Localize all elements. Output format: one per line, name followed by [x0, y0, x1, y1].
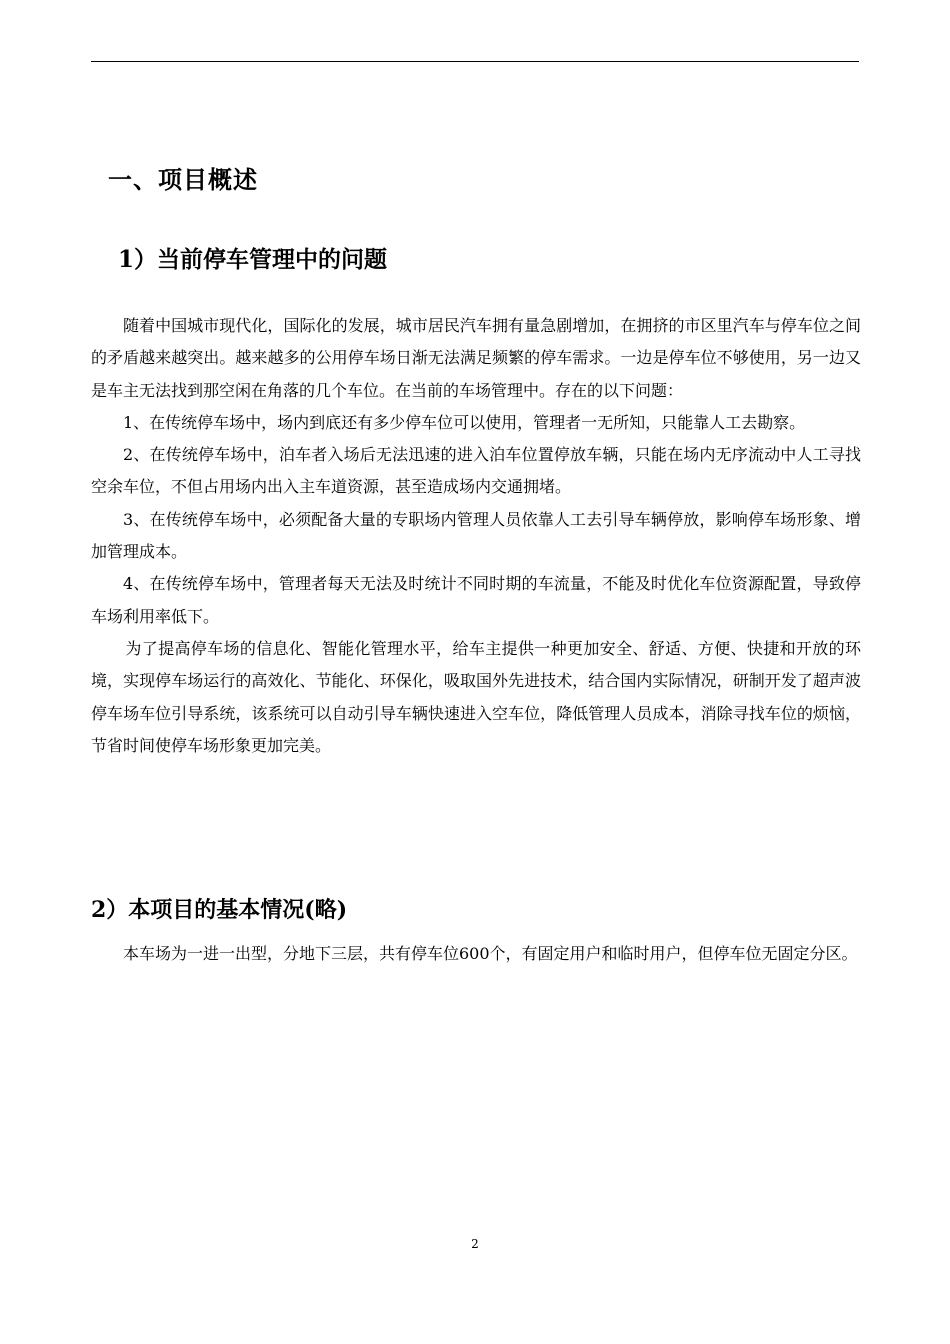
header-rule: [91, 61, 859, 62]
basic-info-body: [91, 942, 861, 966]
problem-item-2: 2、在传统停车场中，泊车者入场后无法迅速的进入泊车位置停放车辆，只能在场内无序流动中人工寻找空余车位，不但占用场内出入主车道资源，甚至造成场内交通拥堵。: [91, 445, 861, 497]
problems-body: [91, 310, 861, 762]
problem-item-3: 3、在传统停车场中，必须配备大量的专职场内管理人员依靠人工去引导车辆停放，影响停车场形象、增加管理成本。: [91, 509, 861, 562]
subsection-heading-problems: 1）当前停车管理中的问题: [118, 246, 388, 273]
problem-item-1: 1、在传统停车场中，场内到底还有多少停车位可以使用，管理者一无所知，只能靠人工去勘察。: [123, 412, 806, 432]
subsection-heading-basic-info: 2）本项目的基本情况(略): [91, 897, 348, 923]
page-number: 2: [471, 1237, 479, 1251]
solution-paragraph: 为了提高停车场的信息化、智能化管理水平，给车主提供一种更加安全、舒适、方便、快捷和开放的环境，实现停车场运行的高效化、节能化、环保化，吸取国外先进技术，结合国内实际情况，研制开发了超声波停车场车位引导系统，该系统可以自动引导车辆快速进入空车位，降低管理人员成本，消除寻找车位的烦恼，节省时间使停车场形象更加完美。: [91, 638, 861, 755]
intro-paragraph: 随着中国城市现代化，国际化的发展，城市居民汽车拥有量急剧增加，在拥挤的市区里汽车与停车位之间的矛盾越来越突出。越来越多的公用停车场日渐无法满足频繁的停车需求。一边是停车位不够使用，另一边又是车主无法找到那空闲在角落的几个车位。在当前的车场管理中。存在的以下问题：: [91, 316, 861, 400]
basic-info-paragraph: 本车场为一进一出型，分地下三层，共有停车位600个，有固定用户和临时用户，但停车位无固定分区。: [123, 944, 858, 963]
problem-item-4: 4、在传统停车场中，管理者每天无法及时统计不同时期的车流量，不能及时优化车位资源配置，导致停车场利用率低下。: [91, 574, 861, 626]
section-heading: 一、项目概述: [108, 165, 258, 194]
